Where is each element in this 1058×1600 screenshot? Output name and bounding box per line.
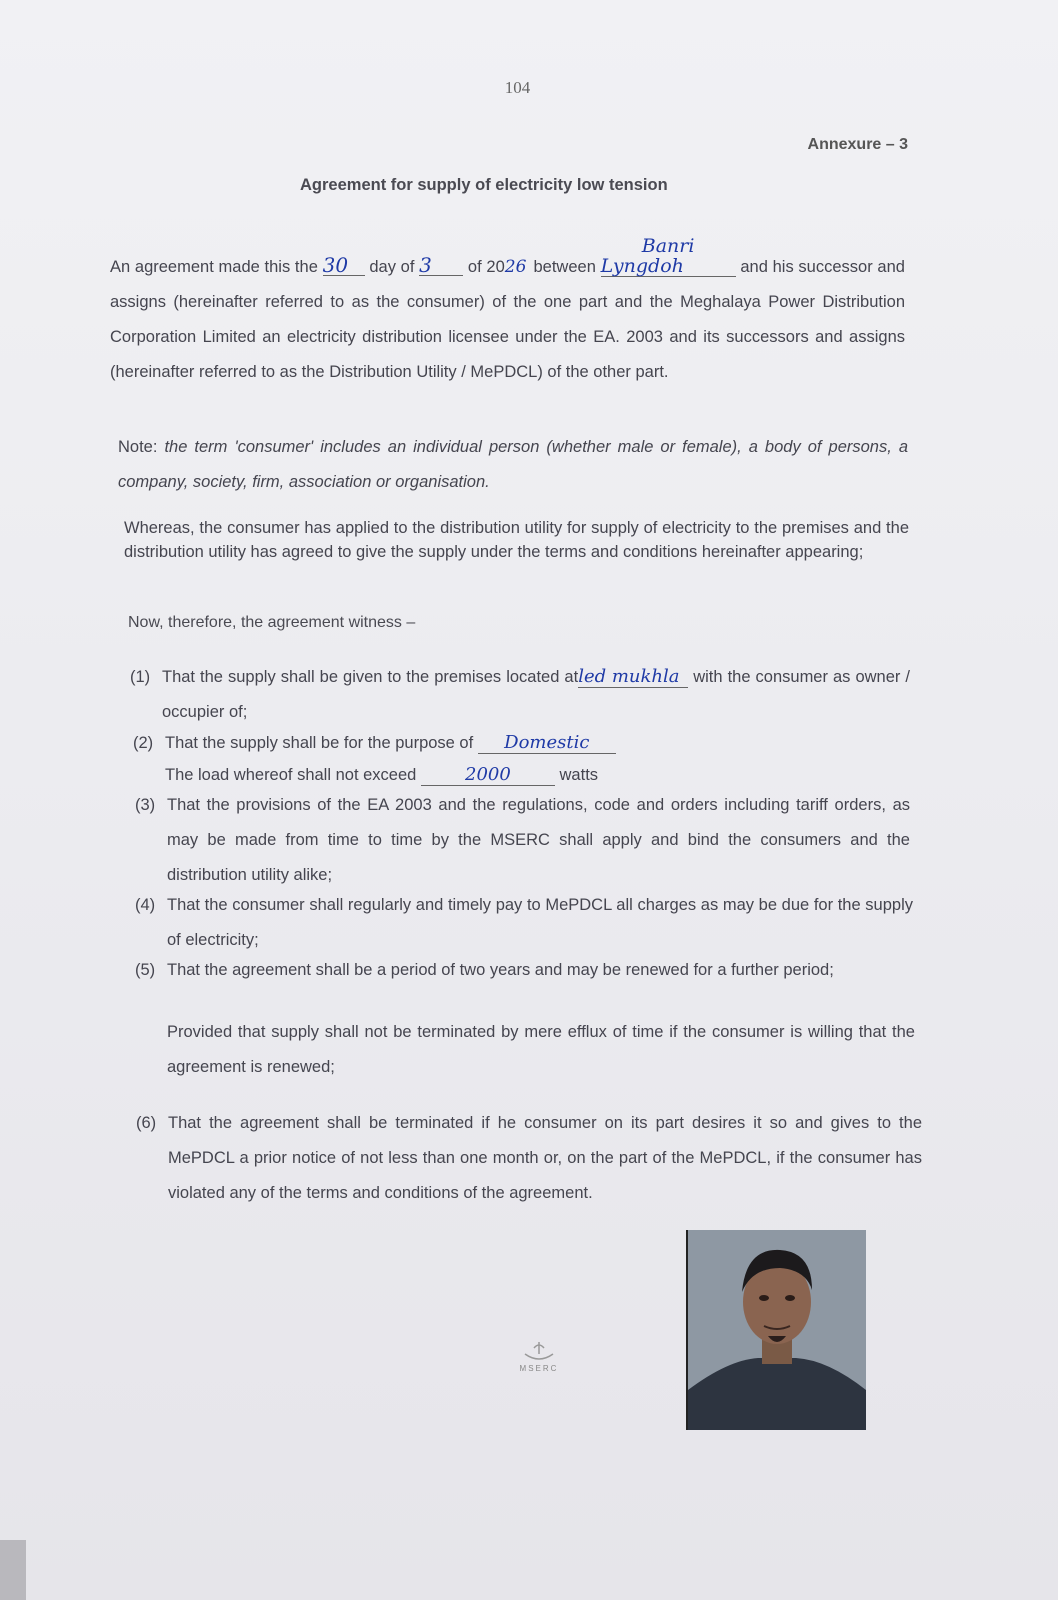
clause-2-number: (2)	[133, 734, 154, 752]
load-field: 2000	[421, 765, 555, 786]
consumer-photo	[686, 1230, 866, 1430]
clause-5	[135, 953, 915, 1093]
clause-3-number: (3)	[135, 796, 156, 814]
clause-2	[133, 726, 913, 792]
day-field: 30	[323, 255, 365, 276]
clause-4-text: That the consumer shall regularly and timely pay to MePDCL all charges as may be due for the supply of electricity;	[167, 896, 913, 949]
clause-6	[136, 1106, 922, 1216]
clause-6-number: (6)	[136, 1114, 157, 1132]
document-title: Agreement for supply of electricity low tension	[300, 176, 668, 194]
consumer-name-field: Banri Lyngdoh	[601, 236, 736, 277]
load-unit: watts	[559, 766, 599, 784]
clause-5-text: That the agreement shall be a period of two years and may be renewed for a further period;	[167, 961, 834, 979]
intro-text-1: An agreement made this the	[110, 258, 318, 276]
annexure-label: Annexure – 3	[807, 136, 908, 153]
clause-4	[135, 888, 913, 958]
clause-1-text-a: That the supply shall be given to the premises located at	[162, 668, 579, 686]
premises-location-field: led mukhla	[578, 667, 688, 688]
clause-3-text: That the provisions of the EA 2003 and the regulations, code and orders including tariff orders, as may be made from time to time by the MSERC shall apply and bind the consumers and the distribution utility alike;	[167, 796, 910, 884]
intro-text-2: day of	[369, 258, 415, 276]
purpose-field: Domestic	[478, 733, 616, 754]
clause-2-text-a: That the supply shall be for the purpose of	[165, 734, 474, 752]
intro-text-3: of 20	[467, 258, 505, 276]
note-lead: Note:	[118, 438, 165, 456]
intro-paragraph	[110, 236, 905, 390]
month-field: 3	[419, 255, 463, 276]
clause-5-proviso: Provided that supply shall not be terminated by mere efflux of time if the consumer is willing that the agreement is renewed;	[167, 1023, 915, 1076]
intro-text-4: between	[533, 258, 596, 276]
clause-1-number: (1)	[130, 668, 151, 686]
page-corner-shadow	[0, 1540, 26, 1600]
person-photo-icon	[688, 1230, 866, 1430]
clause-5-number: (5)	[135, 961, 156, 979]
clause-4-number: (4)	[135, 896, 156, 914]
clause-1-text-b: with the consumer as owner / occupier of;	[162, 668, 910, 721]
load-label: The load whereof shall not exceed	[165, 766, 417, 784]
year-field: 26	[504, 257, 527, 277]
clause-1	[130, 660, 910, 730]
note-text: the term 'consumer' includes an individual person (whether male or female), a body of persons, a company, society, firm, association or organisation.	[118, 438, 908, 491]
intro-text-5: and his successor and assigns (hereinafter referred to as the consumer) of the one part and the Meghalaya Power Distribution Corporation Limited an electricity distribution licensee under the EA. 2003 and its successors and assigns (hereinafter referred to as the Distribution Utility / MePDCL) of the other part.	[110, 258, 905, 381]
whereas-paragraph: Whereas, the consumer has applied to the distribution utility for supply of electricity to the premises and the distribution utility has agreed to give the supply under the terms and conditions hereinafter appearing;	[124, 519, 909, 561]
seal-emblem-icon	[519, 1338, 559, 1362]
mserc-seal	[508, 1338, 570, 1373]
note-paragraph	[118, 430, 908, 500]
clause-3	[135, 788, 910, 892]
now-therefore-line: Now, therefore, the agreement witness –	[128, 614, 416, 631]
clause-6-text: That the agreement shall be terminated if he consumer on its part desires it so and gives to the MePDCL a prior notice of not less than one month or, on the part of the MePDCL, if the consumer has violated any of the terms and conditions of the agreement.	[168, 1114, 922, 1202]
seal-text: MSERC	[519, 1364, 559, 1373]
page-number: 104	[504, 78, 531, 97]
